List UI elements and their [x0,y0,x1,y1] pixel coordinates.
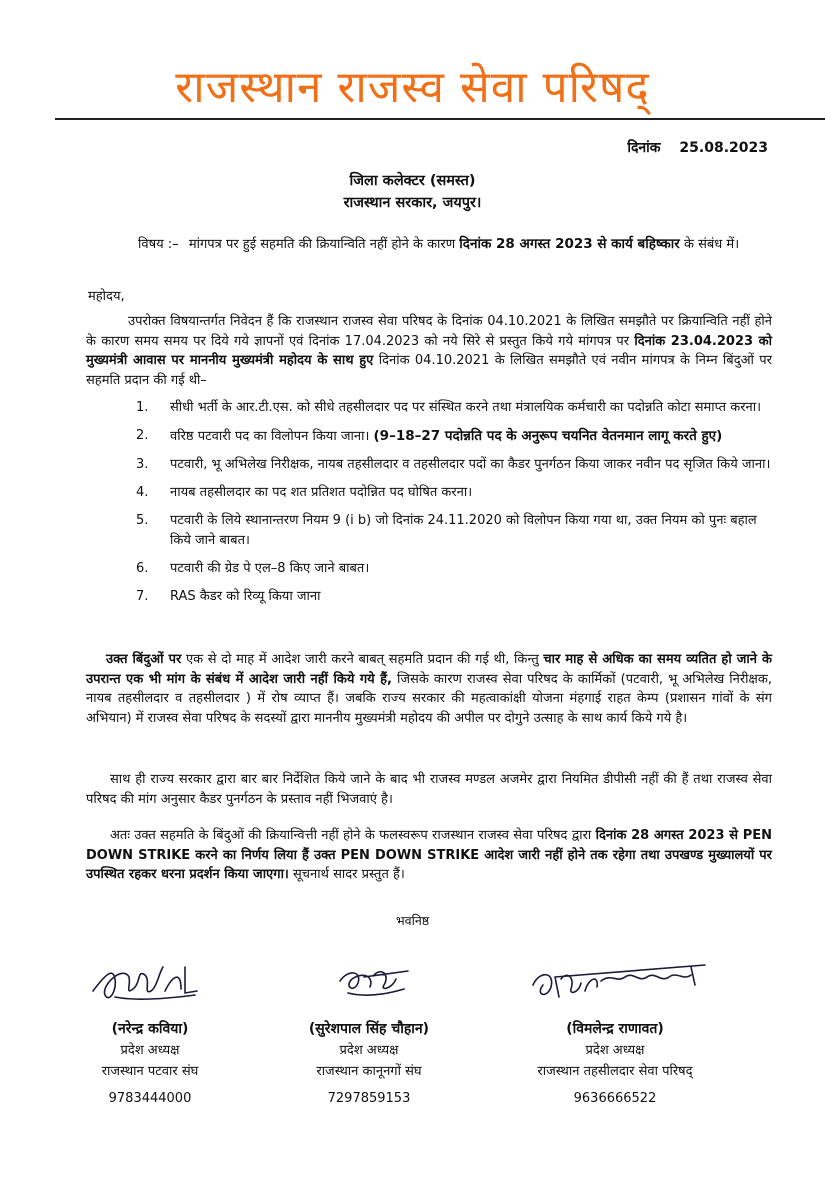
list-item [136,426,776,447]
list-item-text: पटवारी के लिये स्थानान्तरण नियम 9 (i b) जो दिनांक 24.11.2020 को विलोपन किया गया था, उक्त नियम को पुनः बहाल किये जाने बाबत। [170,513,757,548]
signatory-organisation: राजस्थान पटवार संघ [101,1064,199,1079]
salutation: महोदय, [88,289,125,304]
paragraph-intro-part-2: दिनांक 04.10.2021 के लिखित समझौते एवं नवीन मांगपत्र के निम्न बिंदुओं पर सहमति प्रदान की गई थी– [86,353,772,388]
demands-list [136,398,776,615]
signatory-organisation: राजस्थान कानूनगों संघ [316,1064,422,1079]
list-item-text: नायब तहसीलदार का पद शत प्रतिशत पदोन्नित पद घोषित करना। [170,485,473,500]
date-label: दिनांक [627,140,661,156]
signatory-block [25,955,275,1109]
letterhead-divider [55,118,825,120]
list-item [136,398,776,418]
addressee-line-2: राजस्थान सरकार, जयपुर। [343,195,482,211]
list-item-number: 3. [136,457,149,472]
subject-line [138,234,773,255]
list-item-text: RAS कैडर को रिव्यू किया जाना [170,589,321,604]
list-item [136,587,776,607]
paragraph-strike-part-2: सूचनार्थ सादर प्रस्तुत हैं। [293,867,405,882]
paragraph-strike-bold: दिनांक 28 अगस्त 2023 से PEN DOWN STRIKE करने का निर्णय लिया हैं उक्त PEN DOWN STRIKE आदेश जारी नहीं होने तक रहेगा तथा उपखण्ड मुख्यालयों पर उपस्थित रहकर धरना प्रदर्शन किया जाएगा। [86,828,772,882]
list-item-number: 7. [136,589,149,604]
list-item-text: सीधी भर्ती के आर.टी.एस. को सीधे तहसीलदार पद पर संस्थित करने तथा मंत्रालयिक कर्मचारी का पदोन्नति कोटा समाप्त करना। [170,400,762,415]
list-item [136,483,776,503]
list-item-number: 4. [136,485,149,500]
subject-text: मांगपत्र पर हुई सहमति की क्रियान्विति नहीं होने के कारण [188,237,456,252]
paragraph-dpc [86,770,772,809]
paragraph-grievance-bold-1: उक्त बिंदुओं पर [106,652,182,667]
paragraph-grievance-part-2: जिसके कारण राजस्व सेवा परिषद के कार्मिकों (पटवारी, भू अभिलेख निरीक्षक, नायब तहसीलदार व तहसीलदार ) में रोष व्याप्त हैं। जबकि राज्य सरकार की महत्वाकांक्षी योजना मंहगाई राहत केम्प (प्रशासन गांवों के संग अभियान) में राजस्व सेवा परिषद के सदस्यों द्वारा माननीय मुख्यमंत्री महोदय की अपील पर दोगुने उत्साह के साथ कार्य किये गये है। [86,671,772,726]
paragraph-strike [86,826,772,885]
signatory-block [490,955,740,1109]
signatory-name: (सुरेशपाल सिंह चौहान) [308,1021,430,1037]
list-item-text: पटवारी, भू अभिलेख निरीक्षक, नायब तहसीलदार व तहसीलदार पदों का कैडर पुनर्गठन किया जाकर नवीन पद सृजित किये जाना। [170,457,771,472]
paragraph-strike-part-1: अतः उक्त सहमति के बिंदुओं की क्रियान्वित्ती नहीं होने के फलस्वरूप राजस्थान राजस्व सेवा परिषद द्वारा [110,828,592,843]
signature-image [304,955,434,1013]
addressee-block [0,170,825,214]
letterhead-title: राजस्थान राजस्व सेवा परिषद् [175,62,650,113]
list-item-number: 2. [136,428,149,443]
signatory-block [244,955,494,1109]
list-item [136,559,776,579]
addressee-line-1: जिला कलेक्टर (समस्त) [349,173,476,189]
paragraph-grievance-bold-2: चार माह से अधिक का समय व्यतित हो जाने के उपरान्त एक भी मांग के संबंध में आदेश जारी नहीं किये गये हैं, [86,652,773,687]
list-item [136,455,776,475]
date-line [627,138,768,157]
signatory-phone: 7297859153 [327,1091,411,1106]
list-item-number: 6. [136,561,149,576]
list-item-text: वरिष्ठ पटवारी पद का विलोपन किया जाना। [170,429,370,444]
subject-bold: दिनांक 28 अगस्त 2023 से कार्य बहिष्कार [459,236,680,252]
date-value: 25.08.2023 [679,140,768,156]
signature-image [515,955,715,1013]
signatory-phone: 9636666522 [573,1091,657,1106]
signatory-organisation: राजस्थान तहसीलदार सेवा परिषद् [537,1064,693,1079]
signatory-name: (विमलेन्द्र राणावत) [566,1021,664,1037]
list-item-text: पटवारी की ग्रेड पे एल–8 किए जाने बाबत। [170,561,370,576]
subject-suffix: के संबंध में। [683,237,740,252]
paragraph-intro-bold: दिनांक 23.04.2023 को मुख्यमंत्री आवास पर माननीय मुख्यमंत्री महोदय के साथ हुए [86,333,772,368]
signatory-designation: प्रदेश अध्यक्ष [339,1043,399,1058]
list-item-bold: (9–18–27 पदोन्नति पद के अनुरूप चयनित वेतनमान लागू करते हुए) [373,428,723,444]
paragraph-grievance-part-1: एक से दो माह में आदेश जारी करने बाबत् सहमति प्रदान की गई थी, किन्तु [185,652,539,667]
paragraph-dpc-text: साथ ही राज्य सरकार द्वारा बार बार निर्देशित किये जाने के बाद भी राजस्व मण्डल अजमेर द्वारा नियमित डीपीसी नहीं की हैं तथा राजस्व सेवा परिषद की मांग अनुसार कैडर पुनर्गठन के प्रस्ताव नहीं भिजवाएं है। [86,772,772,807]
subject-label: विषय :– [138,237,179,252]
list-item-number: 5. [136,513,149,528]
list-item [136,511,776,551]
signatory-name: (नरेन्द्र कविया) [111,1021,189,1037]
closing-salutation: भवनिष्ठ [395,913,430,928]
list-item-number: 1. [136,400,149,415]
paragraph-grievance [86,650,772,728]
paragraph-intro [86,312,772,390]
paragraph-intro-part-1: उपरोक्त विषयान्तर्गत निवेदन हैं कि राजस्थान राजस्व सेवा परिषद के दिनांक 04.10.2021 के लिखित समझौते पर क्रियान्विति नहीं होने के कारण समय समय पर दिये गये ज्ञापनों एवं दिनांक 17.04.2023 को नये सिरे से प्रस्तुत किये गये मांगपत्र पर [86,314,772,349]
signatory-designation: प्रदेश अध्यक्ष [585,1043,645,1058]
signatory-designation: प्रदेश अध्यक्ष [120,1043,180,1058]
signatory-phone: 9783444000 [108,1091,192,1106]
signature-image [85,955,215,1013]
